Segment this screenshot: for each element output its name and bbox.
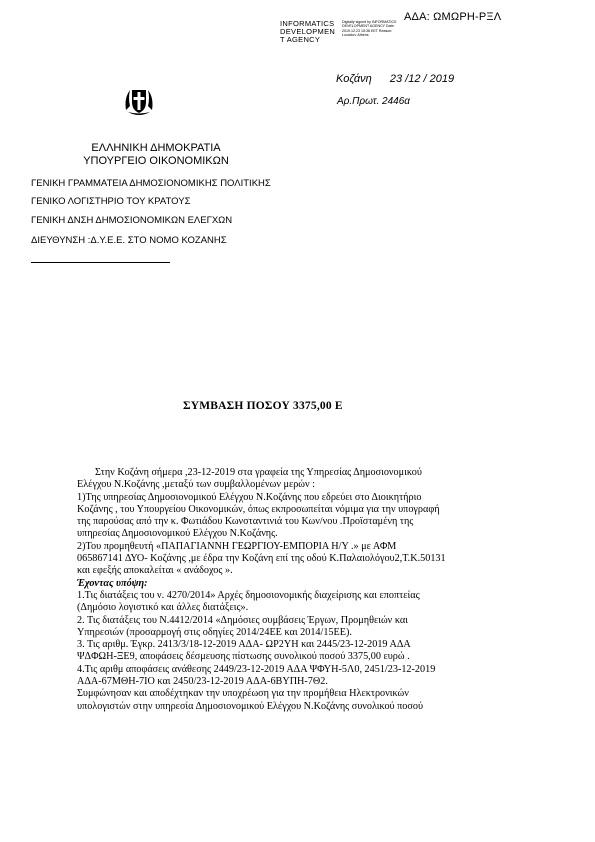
- body-line: 2. Τις διατάξεις του Ν.4412/2014 «Δημόσιες συμβάσεις Έργων, Προμηθειών και: [77, 614, 408, 626]
- body-line: υπολογιστών στην υπηρεσία Δημοσιονομικού Ελέγχου Ν.Κοζάνης συνολικού ποσού: [77, 700, 423, 712]
- department-line-4: ΔΙΕΥΘΥΝΣΗ :Δ.Υ.Ε.Ε. ΣΤΟ ΝΟΜΟ ΚΟΖΑΝΗΣ: [31, 235, 227, 246]
- contract-title: ΣΥΜΒΑΣΗ ΠΟΣΟΥ 3375,00 Ε: [183, 400, 343, 412]
- greek-state-emblem-icon: [122, 84, 156, 118]
- body-line: 065867141 ΔΥΟ- Κοζάνης ,με έδρα την Κοζάνη επί της οδού Κ.Παλαιολόγου2,Τ.Κ.50131: [77, 553, 446, 565]
- body-line: Υπηρεσιών (προσαρμογή στις οδηγίες 2014/24ΕΕ και 2014/15ΕΕ).: [77, 626, 352, 638]
- department-line-1: ΓΕΝΙΚΗ ΓΡΑΜΜΑΤΕΙΑ ΔΗΜΟΣΙΟΝΟΜΙΚΗΣ ΠΟΛΙΤΙΚΗΣ: [31, 178, 271, 189]
- date-value: 23 /12 / 2019: [389, 73, 455, 85]
- contract-body: [77, 467, 529, 713]
- body-line: Συμφώνησαν και αποδέχτηκαν την υποχρέωση για την προμήθεια Ηλεκτρονικών: [77, 688, 409, 700]
- republic-name: ΕΛΛΗΝΙΚΗ ΔΗΜΟΚΡΑΤΙΑ: [91, 142, 221, 154]
- body-line: και εφεξής αποκαλείται « ανάδοχος ».: [77, 565, 233, 577]
- issuing-authority: [81, 142, 231, 168]
- body-line: υπηρεσίας Δημοσιονομικού Ελέγχου Ν.Κοζάνης.: [77, 528, 278, 540]
- body-line: (Δημόσιο λογιστικό και άλλες διατάξεις».: [77, 602, 249, 614]
- body-line: ΑΔΑ-67ΜΘΗ-7ΙΟ και 2450/23-12-2019 ΑΔΑ-6ΒΥΠΗ-7Θ2.: [77, 676, 328, 688]
- protocol-number: Αρ.Πρωτ. 2446α: [337, 96, 410, 107]
- separator-line: [31, 262, 170, 263]
- considering-heading: Έχοντας υπόψη:: [77, 577, 148, 589]
- body-line: Στην Κοζάνη σήμερα ,23-12-2019 στα γραφεία της Υπηρεσίας Δημοσιονομικού: [95, 467, 422, 478]
- date-place: Κοζάνη: [336, 73, 372, 85]
- body-line: Κοζάνης , του Υπουργείου Οικονομικών, όπως εκπροσωπείται νόμιμα για την υπογραφή: [77, 503, 440, 515]
- body-line: 1.Τις διατάξεις του ν. 4270/2014» Αρχές δημοσιονομικής διαχείρισης και εποπτείας: [77, 589, 420, 601]
- department-line-3: ΓΕΝΙΚΗ ΔΝΣΗ ΔΗΜΟΣΙΟΝΟΜΙΚΩΝ ΕΛΕΓΧΩΝ: [31, 215, 233, 226]
- date-line: [336, 73, 454, 85]
- logo-line-3: T AGENCY: [280, 35, 321, 44]
- body-line: της παρούσας από την κ. Φωτιάδου Κωνσταντινιά του Κων/νου .Προϊσταμένη της: [77, 516, 414, 528]
- ada-code: ΑΔΑ: ΩΜΩΡΗ-ΡΞΛ: [404, 11, 502, 23]
- logo-line-2: DEVELOPMEN: [280, 27, 336, 36]
- body-line: 4.Τις αριθμ αποφάσεις ανάθεσης 2449/23-12-2019 ΑΔΑ ΨΦΥΗ-5Λ0, 2451/23-12-2019: [77, 663, 436, 675]
- body-line: 1)Της υπηρεσίας Δημοσιονομικού Ελέγχου Ν.Κοζάνης που εδρεύει στο Διοικητήριο: [77, 491, 422, 503]
- body-line: Ελέγχου Ν.Κοζάνης ,μεταξύ των συμβαλλομένων μερών :: [77, 479, 315, 491]
- digital-signature-text: Digitally signed by INFORMATICS DEVELOPMENT AGENCY Date: 2019.12.23 15:38 EET Reason: Location: Athens: [342, 20, 397, 37]
- department-line-2: ΓΕΝΙΚΟ ΛΟΓΙΣΤΗΡΙΟ ΤΟΥ ΚΡΑΤΟΥΣ: [31, 196, 191, 207]
- body-line: 2)Του προμηθευτή «ΠΑΠΑΓΙΑΝΝΗ ΓΕΩΡΓΙΟΥ-ΕΜΠΟΡΙΑ Η/Υ .» με ΑΦΜ: [77, 540, 397, 552]
- signature-stamp: [280, 19, 397, 44]
- ministry-name: ΥΠΟΥΡΓΕΙΟ ΟΙΚΟΝΟΜΙΚΩΝ: [83, 155, 229, 167]
- body-line: 3. Τις αριθμ. Έγκρ. 2413/3/18-12-2019 ΑΔΑ- ΩΡ2ΥΗ και 2445/23-12-2019 ΑΔΑ: [77, 639, 411, 651]
- body-line: ΨΔΦΩΗ-ΞΕ9, αποφάσεις δέσμευσης πίστωσης συνολικού ποσού 3375,00 ευρώ .: [77, 651, 410, 663]
- logo-line-1: INFORMATICS: [280, 19, 335, 28]
